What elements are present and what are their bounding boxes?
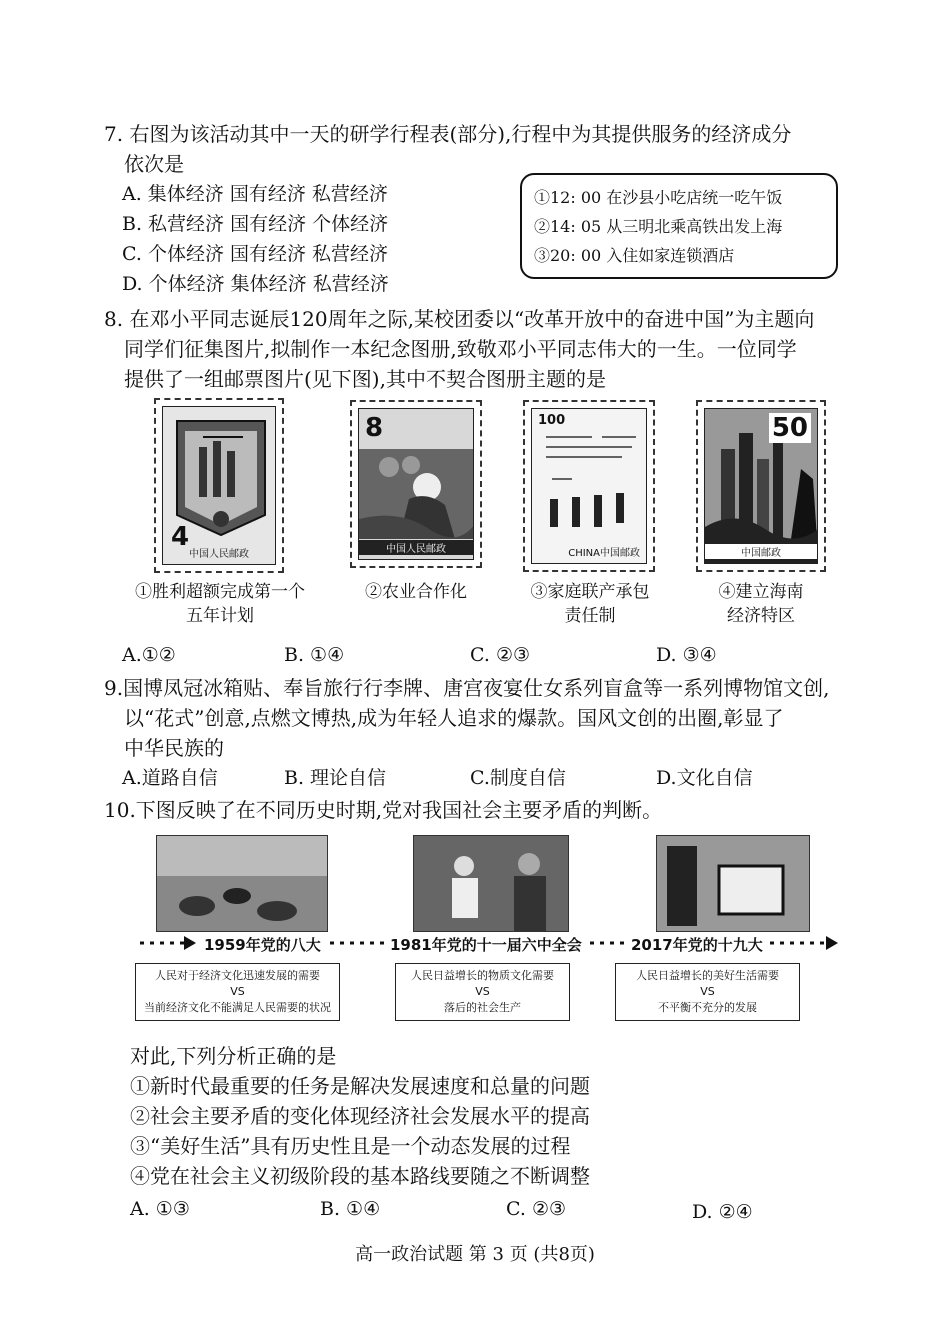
itinerary-item-2: ②14: 05 从三明北乘高铁出发上海	[534, 217, 783, 236]
page-footer: 高一政治试题 第 3 页 (共8页)	[355, 1244, 595, 1265]
q8-stem-line2: 同学们征集图片,拟制作一本纪念图册,致敬邓小平同志伟大的一生。一位同学	[124, 337, 797, 361]
box-vs: VS	[700, 985, 715, 998]
stamp-image	[358, 408, 474, 560]
stamp-household-responsibility	[523, 400, 655, 572]
contradiction-box-1959	[135, 963, 340, 1021]
q10-stem: 10.下图反映了在不同历史时期,党对我国社会主要矛盾的判断。	[104, 798, 663, 822]
people-photo-icon	[414, 836, 568, 931]
q9-stem-line3: 中华民族的	[124, 736, 224, 760]
q8-option-c: C. ②③	[470, 644, 531, 666]
q7-option-d: D. 个体经济 集体经济 私营经济	[122, 273, 389, 295]
stamp-five-year-plan	[154, 398, 284, 573]
stamp-country: 中国邮政	[705, 544, 817, 559]
q10-statement-1: ①新时代最重要的任务是解决发展速度和总量的问题	[130, 1074, 590, 1098]
photo-1981	[413, 835, 569, 932]
q8-option-a: A.①②	[122, 644, 176, 666]
q10-option-a: A. ①③	[130, 1198, 190, 1220]
q7-option-c: C. 个体经济 国有经济 私营经济	[122, 243, 389, 265]
caption-line: ③家庭联产承包	[530, 582, 650, 602]
box-top-text: 人民日益增长的物质文化需要	[411, 969, 554, 982]
q9-option-a: A.道路自信	[122, 767, 218, 789]
q9-option-c: C.制度自信	[470, 767, 566, 789]
q9-option-b: B. 理论自信	[284, 767, 387, 789]
q9-stem-line1: 9.国博凤冠冰箱贴、奉旨旅行行李牌、唐宫夜宴仕女系列盲盒等一系列博物馆文创,	[104, 676, 830, 700]
q10-statement-2: ②社会主要矛盾的变化体现经济社会发展水平的提高	[130, 1104, 590, 1128]
stamp-caption-3	[510, 580, 670, 628]
stamp-denomination: 8	[365, 413, 384, 443]
stamp-denomination: 50	[769, 413, 811, 443]
q10-statement-4: ④党在社会主义初级阶段的基本路线要随之不断调整	[130, 1164, 590, 1188]
stamp-caption-4	[686, 580, 836, 628]
q7-stem-line2: 依次是	[124, 152, 184, 176]
tablet-photo-icon	[657, 836, 809, 931]
box-top-text: 人民对于经济文化迅速发展的需要	[155, 969, 320, 982]
q10-option-d: D. ②④	[692, 1201, 753, 1223]
timeline-label-2017: 2017年党的十九大	[627, 934, 767, 955]
q10-option-c: C. ②③	[506, 1198, 567, 1220]
itinerary-item-3: ③20: 00 入住如家连锁酒店	[534, 246, 735, 265]
caption-line: 五年计划	[186, 606, 254, 626]
q7-itinerary-box	[520, 173, 838, 279]
timeline-label-1959: 1959年党的八大	[200, 934, 325, 955]
box-bottom-text: 不平衡不充分的发展	[658, 1001, 757, 1014]
box-vs: VS	[475, 985, 490, 998]
box-bottom-text: 落后的社会生产	[444, 1001, 521, 1014]
q7-stem-line1: 7. 右图为该活动其中一天的研学行程表(部分),行程中为其提供服务的经济成分	[104, 122, 792, 146]
stamp-denomination: 100	[538, 413, 566, 428]
box-vs: VS	[230, 985, 245, 998]
photo-1959	[156, 835, 328, 932]
q10-statement-3: ③“美好生活”具有历史性且是一个动态发展的过程	[130, 1134, 571, 1158]
stamp-image	[704, 408, 818, 564]
stamp-denomination: 4	[171, 522, 190, 552]
box-bottom-text: 当前经济文化不能满足人民需要的状况	[144, 1001, 331, 1014]
q8-option-d: D. ③④	[656, 644, 717, 666]
stamp-image	[531, 408, 647, 564]
photo-2017	[656, 835, 810, 932]
lotus-pond-photo-icon	[157, 836, 327, 931]
q8-stem-line1: 8. 在邓小平同志诞辰120周年之际,某校团委以“改革开放中的奋进中国”为主题向	[104, 307, 815, 331]
caption-line: ②农业合作化	[365, 582, 467, 602]
handwritten-document-icon	[532, 409, 647, 564]
q7-option-a: A. 集体经济 国有经济 私营经济	[122, 183, 388, 205]
stamp-image	[162, 406, 276, 565]
q9-option-d: D.文化自信	[656, 767, 753, 789]
contradiction-box-1981	[395, 963, 570, 1021]
timeline-label-1981: 1981年党的十一届六中全会	[386, 934, 586, 955]
contradiction-box-2017	[615, 963, 800, 1021]
q10-option-b: B. ①④	[320, 1198, 381, 1220]
q8-stem-line3: 提供了一组邮票图片(见下图),其中不契合图册主题的是	[124, 367, 606, 391]
caption-line: 经济特区	[727, 606, 795, 626]
stamp-country: CHINA中国邮政	[568, 548, 640, 559]
stamp-hainan-sez	[696, 400, 826, 572]
q9-stem-line2: 以“花式”创意,点燃文博热,成为年轻人追求的爆款。国风文创的出圈,彰显了	[124, 706, 784, 730]
q10-lead: 对此,下列分析正确的是	[130, 1044, 337, 1068]
caption-line: 责任制	[564, 606, 616, 626]
stamp-country: 中国人民邮政	[189, 549, 249, 560]
itinerary-item-1: ①12: 00 在沙县小吃店统一吃午饭	[534, 188, 783, 207]
q7-option-b: B. 私营经济 国有经济 个体经济	[122, 213, 389, 235]
stamp-country: 中国人民邮政	[359, 540, 473, 555]
box-top-text: 人民日益增长的美好生活需要	[636, 969, 779, 982]
stamp-caption-2	[336, 580, 496, 604]
stamp-caption-1	[130, 580, 310, 628]
q8-option-b: B. ①④	[284, 644, 345, 666]
stamp-agricultural-cooperation	[350, 400, 482, 568]
caption-line: ①胜利超额完成第一个	[135, 582, 305, 602]
caption-line: ④建立海南	[718, 582, 804, 602]
